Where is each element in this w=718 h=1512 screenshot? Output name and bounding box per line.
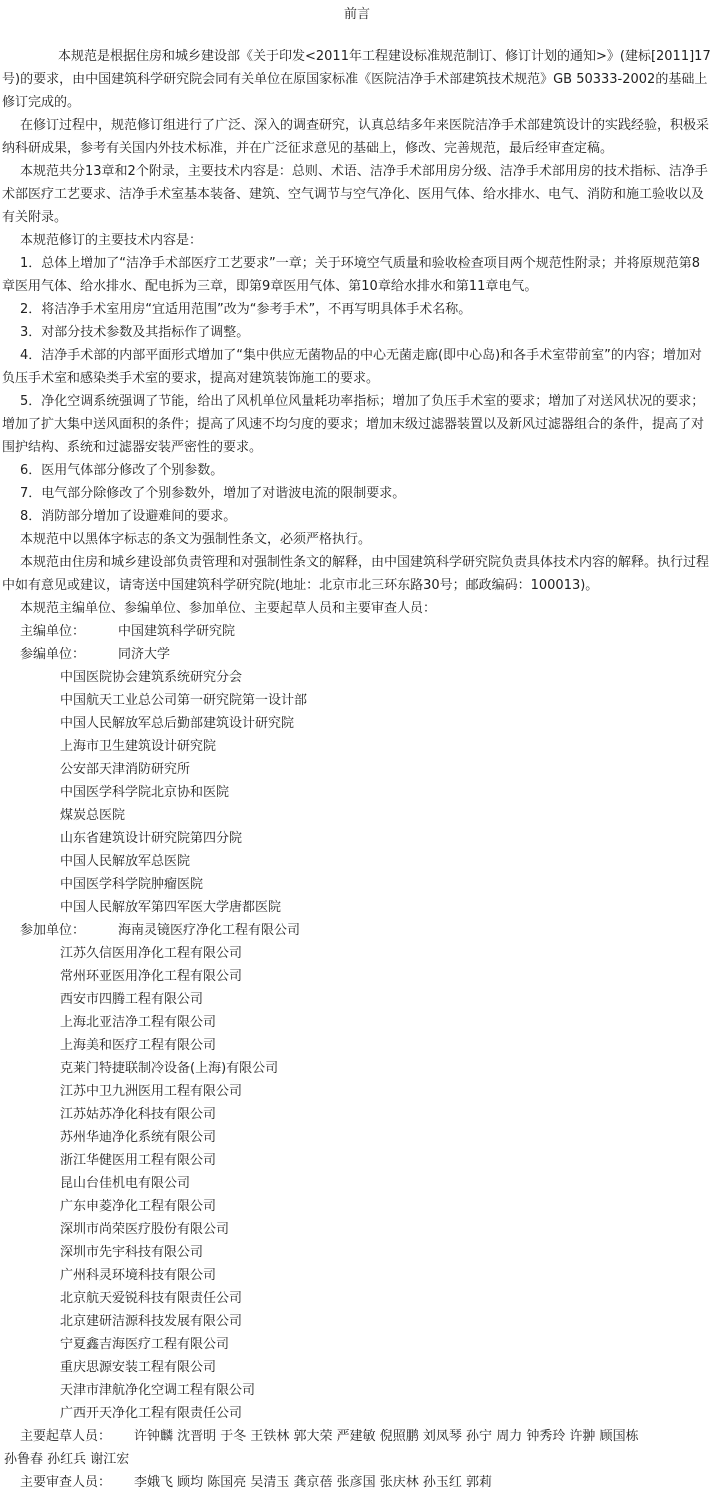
org-item: 宁夏鑫吉海医疗工程有限公司 [60, 1337, 230, 1352]
org-item: 重庆思源安装工程有限公司 [60, 1360, 217, 1375]
participating-editors-label: 参编单位： [20, 647, 86, 662]
participating-units-row [2, 919, 712, 942]
org-item: 上海北亚洁净工程有限公司 [60, 1015, 217, 1030]
org-item: 中国医学科学院肿瘤医院 [60, 877, 204, 892]
reviewers-names: 李娥飞 顾均 陈国亮 吴清玉 龚京蓓 张彦国 张庆林 孙玉红 郭莉 [134, 1475, 493, 1490]
org-item: 北京航天爱锐科技有限责任公司 [60, 1291, 243, 1306]
change-item-4: 4．洁净手术部的内部平面形式增加了“集中供应无菌物品的中心无菌走廊(即中心岛)和各手术室带前室”的内容；增加对负压手术室和感染类手术室的要求，提高对建筑装饰施工的要求。 [2, 348, 702, 386]
org-item: 天津市津航净化空调工程有限公司 [60, 1383, 256, 1398]
chief-unit-row [2, 620, 712, 643]
paragraph-units-intro: 本规范主编单位、参编单位、参加单位、主要起草人员和主要审查人员： [20, 601, 437, 616]
org-item: 中国人民解放军总后勤部建筑设计研究院 [60, 716, 295, 731]
paragraph-contents: 本规范共分13章和2个附录，主要技术内容是：总则、术语、洁净手术部用房分级、洁净手术部用房的技术指标、洁净手术部医疗工艺要求、洁净手术室基本装备、建筑、空气调节与空气净化、医用气体、给水排水、电气、消防和施工验收以及有关附录。 [2, 164, 708, 225]
page-title: 前言 [343, 7, 370, 22]
change-item-1: 1．总体上增加了“洁净手术部医疗工艺要求”一章；关于环境空气质量和验收检查项目两个规范性附录；并将原规范第8章医用气体、给水排水、配电拆为三章，即第9章医用气体、第10章给水排水和第11章电气。 [2, 256, 701, 294]
participating-units-label: 参加单位： [20, 923, 86, 938]
org-item: 广州科灵环境科技有限公司 [60, 1268, 217, 1283]
org-item: 上海美和医疗工程有限公司 [60, 1038, 217, 1053]
org-item: 广东申菱净化工程有限公司 [60, 1199, 217, 1214]
org-item: 中国医院协会建筑系统研究分会 [60, 670, 243, 685]
change-item-2: 2．将洁净手术室用房“宜适用范围”改为“参考手术”，不再写明具体手术名称。 [20, 302, 472, 317]
org-item: 中国医学科学院北京协和医院 [60, 785, 230, 800]
paragraph-mandatory: 本规范中以黑体字标志的条文为强制性条文，必须严格执行。 [20, 532, 372, 547]
org-item: 江苏久信医用净化工程有限公司 [60, 946, 243, 961]
org-item: 广西开天净化工程有限责任公司 [60, 1406, 243, 1421]
change-item-3: 3．对部分技术参数及其指标作了调整。 [20, 325, 250, 340]
org-item: 煤炭总医院 [60, 808, 126, 823]
drafters-names: 许钟麟 沈晋明 于冬 王铁林 郭大荣 严建敏 倪照鹏 刘凤琴 孙宁 周力 钟秀玲 许翀 顾国栋 [134, 1429, 639, 1444]
chief-unit-name: 中国建筑科学研究院 [118, 624, 236, 639]
chief-unit-label: 主编单位： [20, 624, 86, 639]
org-item: 上海市卫生建筑设计研究院 [60, 739, 217, 754]
participating-units-list [2, 942, 712, 1425]
change-item-5: 5．净化空调系统强调了节能，给出了风机单位风量耗功率指标；增加了负压手术室的要求；增加了对送风状况的要求；增加了扩大集中送风面积的条件；提高了风速不均匀度的要求；增加末级过滤器装置以及新风过滤器组合的条件，提高了对围护结构、系统和过滤器安装严密性的要求。 [2, 394, 705, 455]
org-item: 中国人民解放军总医院 [60, 854, 191, 869]
org-item: 北京建研洁源科技发展有限公司 [60, 1314, 243, 1329]
org-item: 常州环亚医用净化工程有限公司 [60, 969, 243, 984]
paragraph-intro: 本规范是根据住房和城乡建设部《关于印发<2011年工程建设标准规范制订、修订计划的通知>》(建标[2011]17号)的要求，由中国建筑科学研究院会同有关单位在原国家标准《医院洁净手术部建筑技术规范》GB 50333-2002的基础上修订完成的。 [2, 49, 711, 110]
drafters-row [2, 1425, 712, 1448]
org-item: 中国航天工业总公司第一研究院第一设计部 [60, 693, 308, 708]
paragraph-management: 本规范由住房和城乡建设部负责管理和对强制性条文的解释，由中国建筑科学研究院负责具体技术内容的解释。执行过程中如有意见或建议，请寄送中国建筑科学研究院(地址：北京市北三环东路30号；邮政编码：100013)。 [2, 555, 710, 593]
reviewers-row [2, 1471, 712, 1494]
org-item: 中国人民解放军第四军医大学唐都医院 [60, 900, 282, 915]
change-item-7: 7．电气部分除修改了个别参数外，增加了对谐波电流的限制要求。 [20, 486, 406, 501]
change-item-6: 6．医用气体部分修改了个别参数。 [20, 463, 224, 478]
org-item: 江苏姑苏净化科技有限公司 [60, 1107, 217, 1122]
org-item: 西安市四腾工程有限公司 [60, 992, 204, 1007]
org-item: 浙江华健医用工程有限公司 [60, 1153, 217, 1168]
org-item: 克莱门特捷联制冷设备(上海)有限公司 [60, 1061, 279, 1076]
org-item: 深圳市尚荣医疗股份有限公司 [60, 1222, 230, 1237]
paragraph-main-changes: 本规范修订的主要技术内容是： [20, 233, 203, 248]
participating-unit-first: 海南灵镜医疗净化工程有限公司 [118, 923, 301, 938]
paragraph-revision: 在修订过程中，规范修订组进行了广泛、深入的调查研究，认真总结多年来医院洁净手术部建筑设计的实践经验，积极采纳科研成果，参考有关国内外技术标准，并在广泛征求意见的基础上，修改、完善规范，最后经审查定稿。 [2, 118, 710, 156]
org-item: 昆山台佳机电有限公司 [60, 1176, 191, 1191]
participating-editor-first: 同济大学 [118, 647, 171, 662]
org-item: 江苏中卫九洲医用工程有限公司 [60, 1084, 243, 1099]
drafters-label: 主要起草人员： [20, 1429, 112, 1444]
drafters-names-continued: 孙鲁春 孙红兵 谢江宏 [4, 1452, 130, 1467]
participating-editors-row [2, 643, 712, 666]
reviewers-label: 主要审查人员： [20, 1475, 112, 1490]
org-item: 山东省建筑设计研究院第四分院 [60, 831, 243, 846]
participating-editors-list [2, 666, 712, 919]
change-item-8: 8．消防部分增加了设避难间的要求。 [20, 509, 237, 524]
org-item: 深圳市先宇科技有限公司 [60, 1245, 204, 1260]
org-item: 公安部天津消防研究所 [60, 762, 191, 777]
org-item: 苏州华迪净化系统有限公司 [60, 1130, 217, 1145]
